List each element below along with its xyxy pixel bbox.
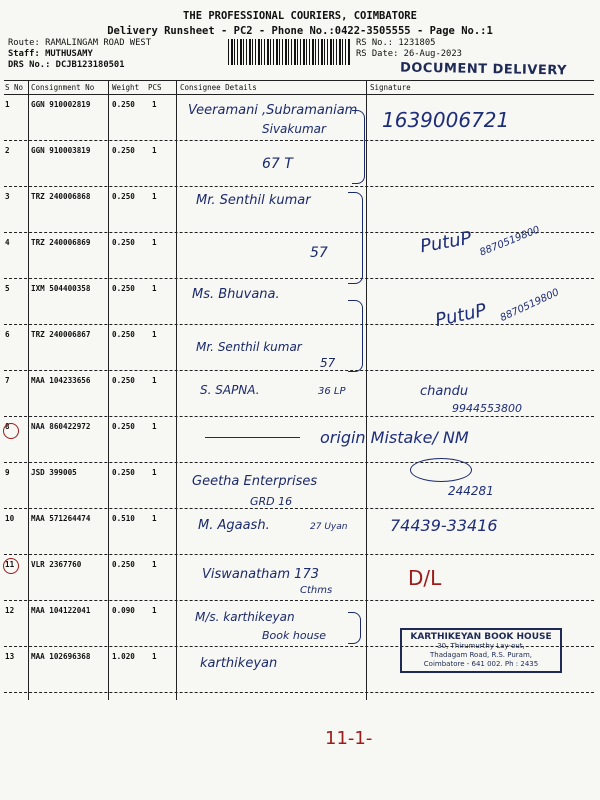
consignee-hand-10: M. Agaash. — [198, 518, 270, 533]
row-divider — [4, 278, 594, 279]
pcs-cell: 1 — [152, 376, 157, 385]
col-header-sno: S No — [5, 83, 24, 92]
sno-cell: 4 — [5, 238, 10, 247]
weight-cell: 0.250 — [112, 146, 135, 155]
staff: Staff: MUTHUSAMY — [8, 49, 93, 59]
row-divider — [4, 370, 594, 371]
col-divider — [108, 80, 109, 700]
delivered-mark: D/L — [408, 566, 442, 590]
pcs-cell: 1 — [152, 560, 157, 569]
row-divider — [4, 324, 594, 325]
consignee-hand-9: Geetha Enterprises — [192, 474, 318, 489]
document-delivery-stamp: DOCUMENT DELIVERY — [399, 60, 568, 79]
barcode — [228, 39, 350, 65]
rs-info — [356, 38, 462, 60]
consignment-cell: MAA 104122041 — [31, 606, 91, 615]
consignee-hand-7: S. SAPNA. — [200, 383, 260, 397]
consignee-hand-5: Ms. Bhuvana. — [192, 287, 280, 302]
weight-cell: 0.250 — [112, 376, 135, 385]
phone-7: 9944553800 — [452, 402, 522, 415]
sno-cell: 6 — [5, 330, 10, 339]
weight-cell: 0.250 — [112, 468, 135, 477]
pcs-cell: 1 — [152, 284, 157, 293]
row-divider — [4, 508, 594, 509]
bracket-mark — [348, 192, 363, 284]
consignee-hand-9b: GRD 16 — [250, 495, 293, 508]
consignment-cell: TRZ 240006869 — [31, 238, 91, 247]
row-divider — [4, 416, 594, 417]
runsheet-title: Delivery Runsheet - PC2 - Phone No.:0422-3505555 - Page No.:1 — [107, 25, 493, 37]
sno-cell: 11 — [5, 560, 15, 569]
row-divider — [4, 94, 594, 95]
consignment-cell: GGN 910003819 — [31, 146, 91, 155]
signature-9: 244281 — [448, 484, 494, 498]
phone-5: 8870519800 — [498, 287, 561, 324]
consignment-cell: VLR 2367760 — [31, 560, 82, 569]
rs-number: RS No.: 1231805 — [356, 38, 436, 48]
col-header-weight: Weight — [112, 83, 140, 92]
weight-cell: 0.250 — [112, 330, 135, 339]
runsheet-table — [0, 80, 600, 700]
stamp-line-3: Thadagam Road, R.S. Puram, — [429, 651, 532, 659]
pcs-cell: 1 — [152, 422, 157, 431]
pcs-cell: 1 — [152, 606, 157, 615]
consignee-hand-1b: Sivakumar — [262, 122, 326, 136]
col-divider — [176, 80, 177, 700]
weight-cell: 0.250 — [112, 422, 135, 431]
consignee-hand-12b: Book house — [262, 629, 327, 642]
row-divider — [4, 140, 594, 141]
pcs-cell: 1 — [152, 100, 157, 109]
weight-cell: 0.250 — [112, 100, 135, 109]
consignment-cell: TRZ 240006868 — [31, 192, 91, 201]
sno-cell: 8 — [5, 422, 10, 431]
company-title: THE PROFESSIONAL COURIERS, COIMBATORE — [183, 10, 417, 22]
signature-4: PutuP — [418, 227, 474, 258]
pcs-cell: 1 — [152, 238, 157, 247]
consignee-hand-12: M/s. karthikeyan — [195, 610, 295, 624]
weight-cell: 0.250 — [112, 284, 135, 293]
sno-cell: 10 — [5, 514, 15, 523]
col-header-pcs: PCS — [148, 83, 162, 92]
route: Route: RAMALINGAM ROAD WEST — [8, 38, 151, 48]
signature-1: 1639006721 — [382, 108, 510, 132]
route-info — [8, 38, 151, 71]
consignment-cell: IXM 504400358 — [31, 284, 91, 293]
note-hand-4: 57 — [310, 245, 328, 261]
sno-cell: 3 — [5, 192, 10, 201]
consignment-cell: MAA 571264474 — [31, 514, 91, 523]
bottom-date-mark: 11-1- — [325, 728, 373, 749]
row-divider — [4, 554, 594, 555]
sno-cell: 13 — [5, 652, 15, 661]
consignee-hand-6: Mr. Senthil kumar — [196, 340, 302, 354]
row-divider — [4, 80, 594, 81]
karthikeyan-stamp — [400, 628, 562, 673]
consignee-hand-3: Mr. Senthil kumar — [196, 193, 311, 208]
stamp-line-2: 30, Thirumurthy Lay-out, — [437, 642, 525, 650]
sno-cell: 12 — [5, 606, 15, 615]
row-divider — [4, 600, 594, 601]
row-divider — [4, 462, 594, 463]
consignment-cell: MAA 102696368 — [31, 652, 91, 661]
note-hand-2: 67 T — [262, 156, 293, 172]
col-divider — [28, 80, 29, 700]
pcs-cell: 1 — [152, 514, 157, 523]
note-hand-7: 36 LP — [318, 386, 346, 397]
sno-cell: 1 — [5, 100, 10, 109]
bracket-mark — [352, 110, 365, 184]
consignee-hand-11: Viswanatham 173 — [202, 567, 319, 582]
note-hand-6: 57 — [320, 356, 336, 370]
drs-number: DRS No.: DCJB123180501 — [8, 60, 125, 70]
consignment-cell: MAA 104233656 — [31, 376, 91, 385]
rs-date: RS Date: 26-Aug-2023 — [356, 49, 462, 59]
consignee-hand-11b: Cthms — [300, 585, 333, 596]
pcs-cell: 1 — [152, 468, 157, 477]
consignee-hand-13: karthikeyan — [200, 656, 278, 671]
sno-cell: 7 — [5, 376, 10, 385]
note-hand-8: origin Mistake/ NM — [320, 428, 469, 447]
phone-4: 8870519800 — [478, 224, 542, 259]
stamp-line-1: KARTHIKEYAN BOOK HOUSE — [410, 632, 552, 642]
weight-cell: 0.250 — [112, 238, 135, 247]
sno-cell: 9 — [5, 468, 10, 477]
row-divider — [4, 232, 594, 233]
pcs-cell: 1 — [152, 330, 157, 339]
col-divider — [366, 80, 367, 700]
sno-cell: 2 — [5, 146, 10, 155]
weight-cell: 0.510 — [112, 514, 135, 523]
weight-cell: 0.250 — [112, 192, 135, 201]
consignment-cell: JSD 399005 — [31, 468, 77, 477]
consignment-cell: NAA 860422972 — [31, 422, 91, 431]
bracket-mark — [348, 612, 361, 644]
red-circle-mark — [3, 423, 19, 439]
signature-7: chandu — [420, 384, 469, 399]
phone-10: 74439-33416 — [390, 516, 498, 535]
pcs-cell: 1 — [152, 192, 157, 201]
pcs-cell: 1 — [152, 652, 157, 661]
signature-5: PutuP — [433, 299, 489, 332]
row-divider — [4, 692, 594, 693]
strike-line — [205, 437, 300, 438]
red-circle-mark — [3, 558, 19, 574]
col-header-signature: Signature — [370, 83, 411, 92]
col-header-consignment: Consignment No — [31, 83, 95, 92]
weight-cell: 0.090 — [112, 606, 135, 615]
weight-cell: 1.020 — [112, 652, 135, 661]
consignment-cell: TRZ 240006867 — [31, 330, 91, 339]
row-divider — [4, 186, 594, 187]
weight-cell: 0.250 — [112, 560, 135, 569]
consignment-cell: GGN 910002819 — [31, 100, 91, 109]
col-header-consignee: Consignee Details — [180, 83, 257, 92]
scribble-mark — [410, 458, 472, 482]
consignee-hand-1: Veeramani ,Subramaniam — [188, 103, 358, 118]
note-hand-10: 27 Uyan — [310, 522, 348, 532]
sno-cell: 5 — [5, 284, 10, 293]
stamp-line-4: Coimbatore - 641 002. Ph : 2435 — [423, 660, 539, 668]
pcs-cell: 1 — [152, 146, 157, 155]
bracket-mark — [348, 300, 363, 372]
